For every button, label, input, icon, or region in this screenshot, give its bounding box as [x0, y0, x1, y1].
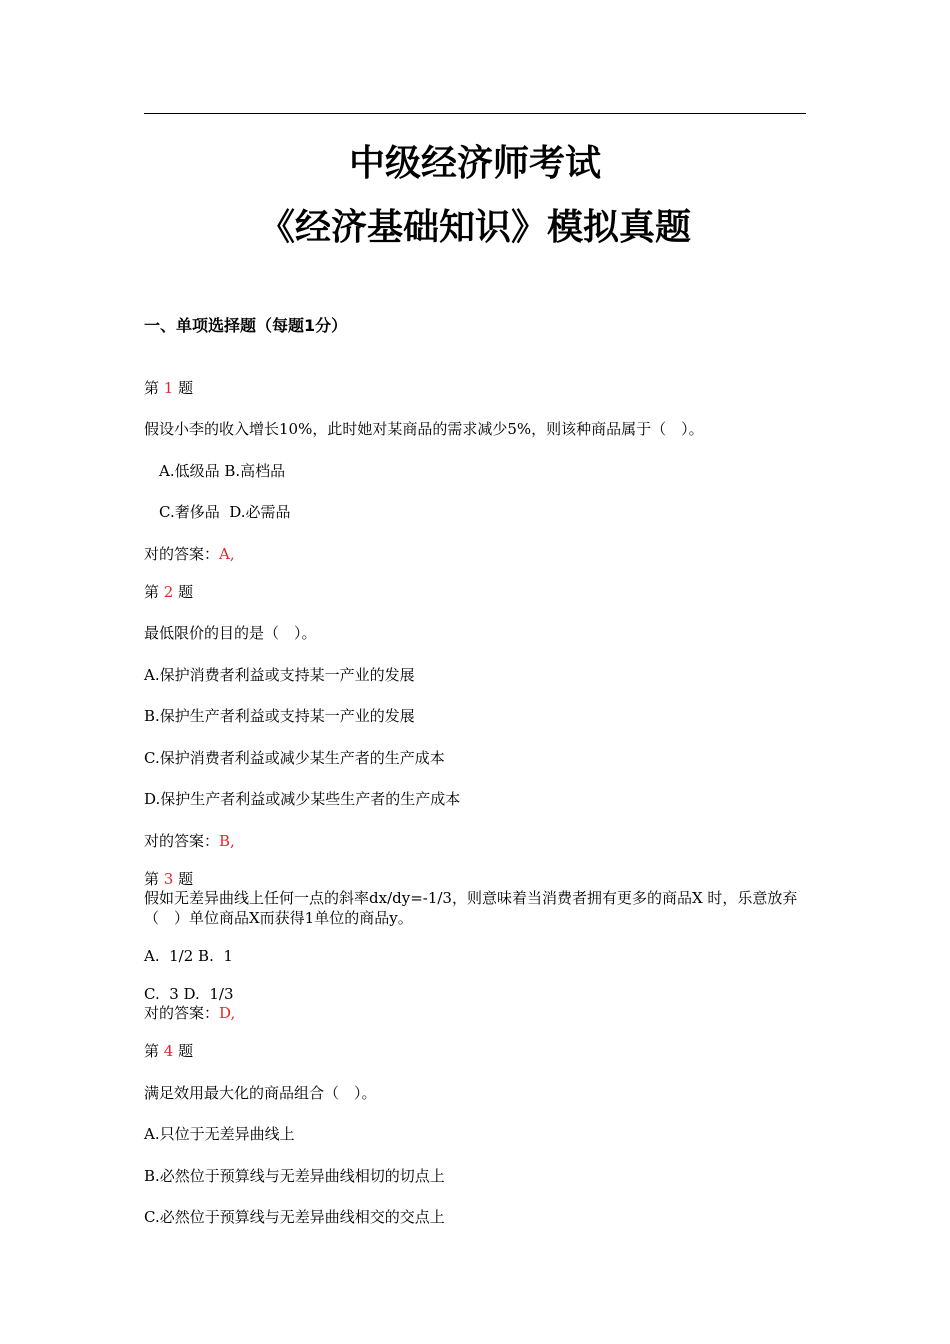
- header-rule: [144, 113, 806, 114]
- question-4-header: 第 4 题: [144, 1042, 194, 1060]
- document-title-line2: 《经济基础知识》模拟真题: [258, 207, 691, 248]
- question-3-answer: 对的答案：D,: [144, 1004, 236, 1022]
- section-heading: 一、单项选择题（每题1分）: [144, 316, 348, 335]
- answer-value: D,: [219, 1004, 236, 1022]
- question-3-header: 第 3 题: [144, 870, 194, 888]
- question-number: 4: [163, 1042, 174, 1060]
- question-1-option-line: C.奢侈品 D.必需品: [159, 503, 291, 521]
- question-2-header: 第 2 题: [144, 583, 194, 601]
- question-3-stem: 假如无差异曲线上任何一点的斜率dx/dy=-1/3，则意味着当消费者拥有更多的商品X 时，乐意放弃（ ）单位商品X而获得1单位的商品y。: [144, 889, 798, 927]
- question-1-answer: 对的答案：A,: [144, 545, 235, 563]
- question-1-option-line: A.低级品 B.高档品: [159, 462, 286, 480]
- question-4-option-c: C.必然位于预算线与无差异曲线相交的交点上: [144, 1208, 445, 1226]
- question-2-answer: 对的答案：B,: [144, 832, 235, 850]
- question-2-option-c: C.保护消费者利益或减少某生产者的生产成本: [144, 749, 445, 767]
- question-2-option-b: B.保护生产者利益或支持某一产业的发展: [144, 707, 415, 725]
- question-4-option-a: A.只位于无差异曲线上: [144, 1125, 295, 1143]
- question-number: 1: [163, 379, 174, 397]
- question-1-stem: 假设小李的收入增长10%，此时她对某商品的需求减少5%，则该种商品属于（ ）。: [144, 420, 704, 438]
- question-3-option-line: A. 1/2 B. 1: [144, 947, 233, 965]
- question-2-option-a: A.保护消费者利益或支持某一产业的发展: [144, 666, 415, 684]
- document-title-line1: 中级经济师考试: [348, 143, 601, 184]
- question-number: 3: [163, 870, 174, 888]
- question-1-header: 第 1 题: [144, 379, 194, 397]
- answer-value: A,: [219, 545, 235, 563]
- question-3-option-line: C. 3 D. 1/3: [144, 985, 234, 1003]
- question-4-stem: 满足效用最大化的商品组合（ ）。: [144, 1084, 377, 1102]
- question-4-option-b: B.必然位于预算线与无差异曲线相切的切点上: [144, 1167, 445, 1185]
- question-2-stem: 最低限价的目的是（ ）。: [144, 624, 317, 642]
- answer-value: B,: [219, 832, 235, 850]
- question-number: 2: [163, 583, 174, 601]
- question-2-option-d: D.保护生产者利益或减少某些生产者的生产成本: [144, 790, 461, 808]
